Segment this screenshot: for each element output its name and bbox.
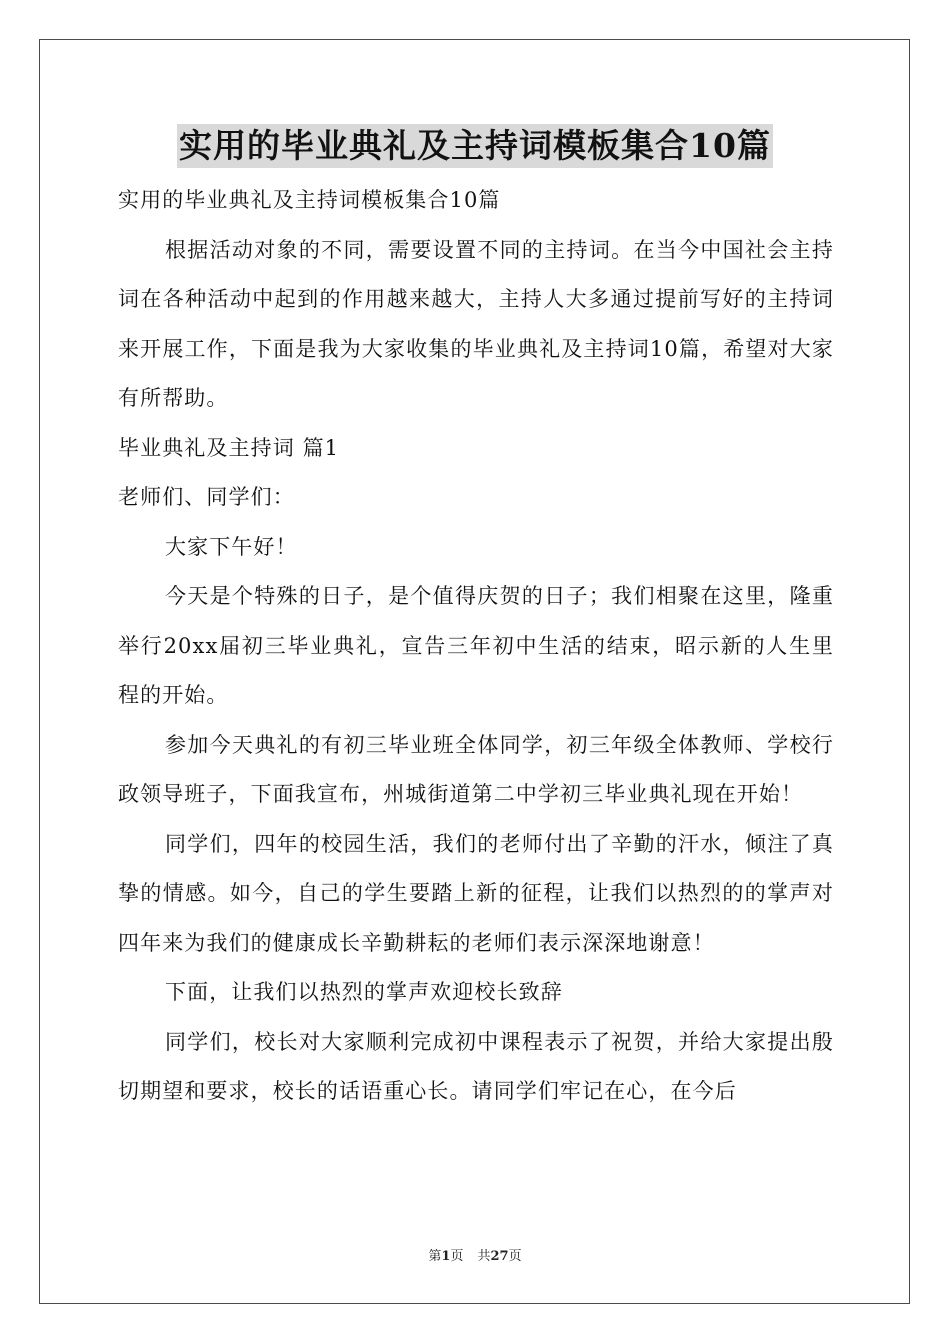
total-label-prefix: 共 (477, 1249, 491, 1264)
body-paragraph: 同学们，校长对大家顺利完成初中课程表示了祝贺，并给大家提出殷切期望和要求，校长的话语重心长。请同学们牢记在心，在今后 (118, 1029, 834, 1103)
body-paragraph: 参加今天典礼的有初三毕业班全体同学，初三年级全体教师、学校行政领导班子，下面我宣布，州城街道第二中学初三毕业典礼现在开始！ (118, 732, 834, 806)
document-title: 实用的毕业典礼及主持词模板集合10篇 (177, 124, 773, 168)
total-label-suffix: 页 (508, 1249, 522, 1264)
body-paragraph: 下面，让我们以热烈的掌声欢迎校长致辞 (165, 980, 563, 1004)
title-area (0, 124, 950, 168)
document-body (118, 176, 834, 1117)
body-paragraph: 同学们，四年的校园生活，我们的老师付出了辛勤的汗水，倾注了真挚的情感。如今，自己的学生要踏上新的征程，让我们以热烈的的掌声对四年来为我们的健康成长辛勤耕耘的老师们表示深深地谢意！ (118, 831, 834, 955)
page-label-suffix: 页 (450, 1249, 464, 1264)
salutation: 老师们、同学们： (118, 485, 295, 509)
page-label-prefix: 第 (428, 1249, 442, 1264)
current-page-number: 1 (441, 1249, 451, 1264)
intro-paragraph: 根据活动对象的不同，需要设置不同的主持词。在当今中国社会主持词在各种活动中起到的作用越来越大，主持人大多通过提前写好的主持词来开展工作，下面是我为大家收集的毕业典礼及主持词10篇，希望对大家有所帮助。 (118, 237, 834, 410)
section-heading: 毕业典礼及主持词 篇1 (118, 435, 340, 460)
subtitle-line: 实用的毕业典礼及主持词模板集合10篇 (118, 188, 501, 212)
page-footer (0, 1245, 950, 1264)
total-page-count: 27 (490, 1249, 509, 1264)
greeting: 大家下午好！ (165, 534, 298, 559)
body-paragraph: 今天是个特殊的日子，是个值得庆贺的日子；我们相聚在这里，隆重举行20xx届初三毕业典礼，宣告三年初中生活的结束，昭示新的人生里程的开始。 (118, 584, 834, 707)
